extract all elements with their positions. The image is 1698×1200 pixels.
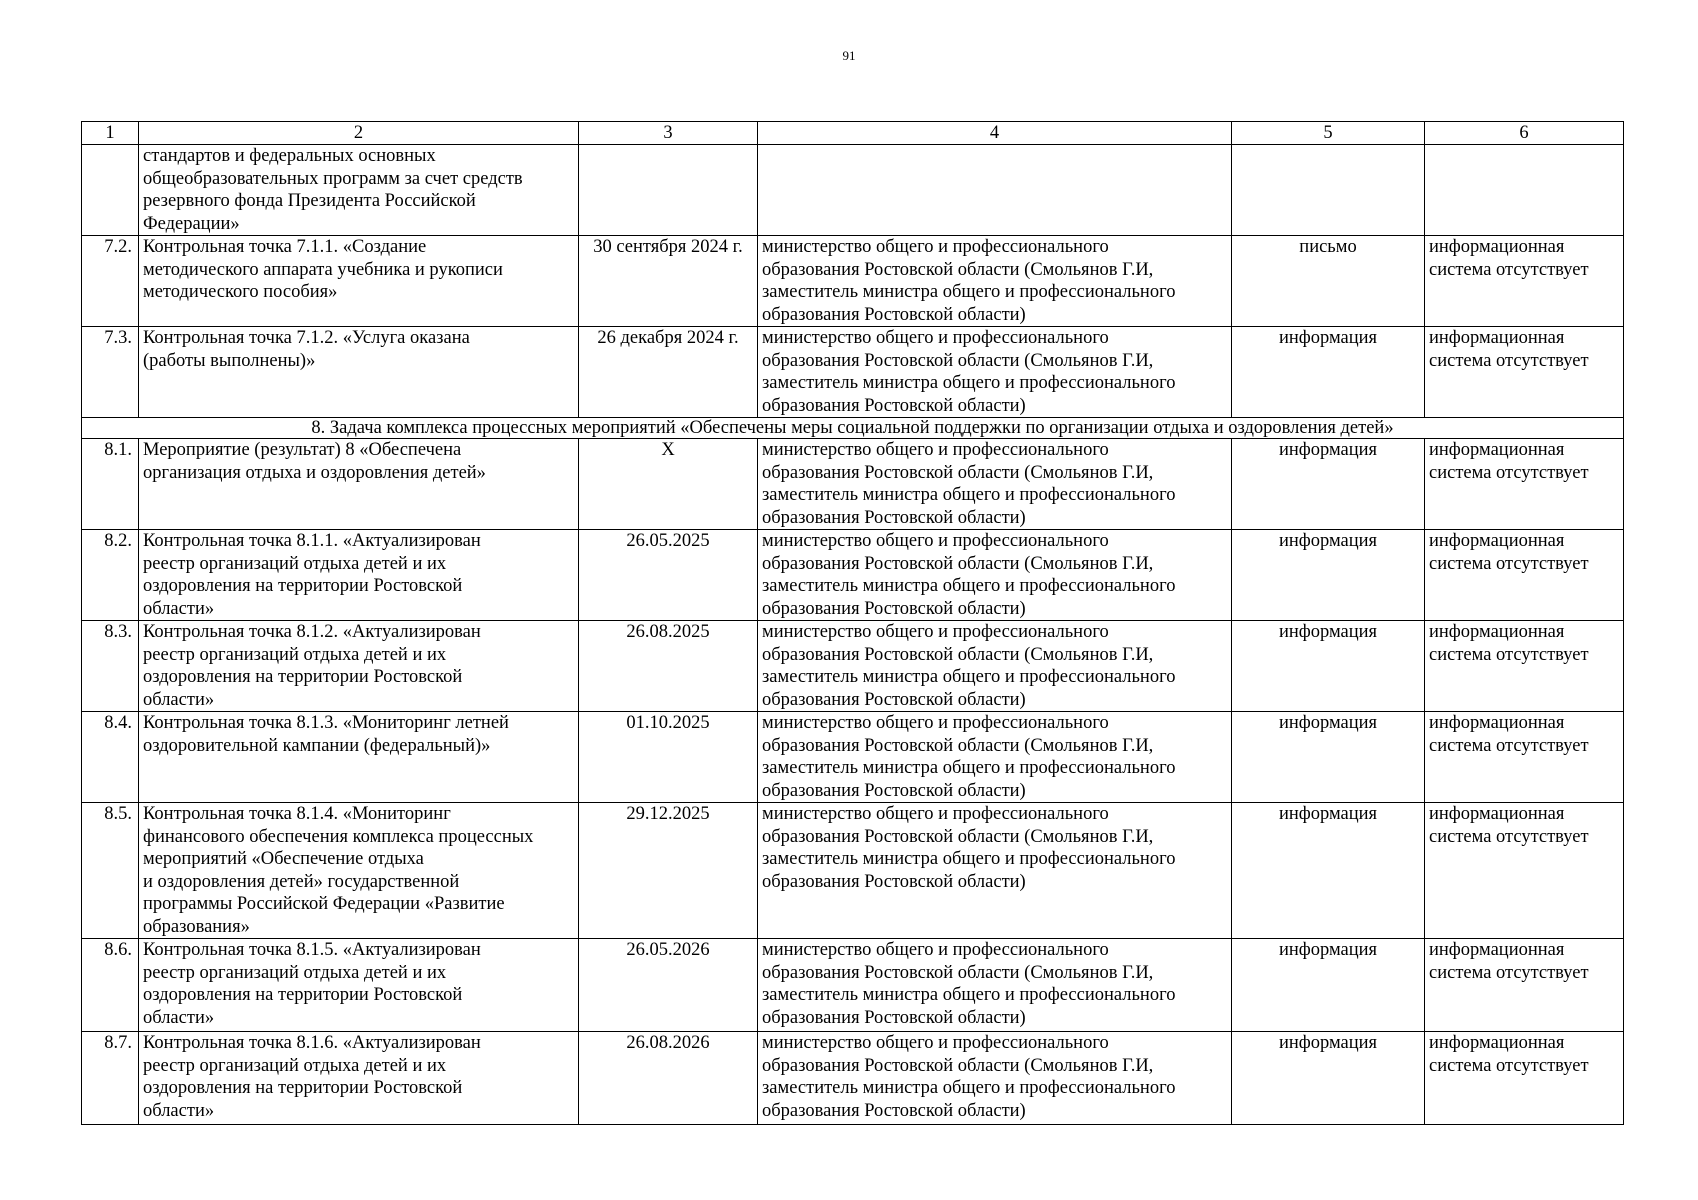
information-system-line: система отсутствует — [1429, 259, 1589, 280]
responsible-line: образования Ростовской области) — [762, 1100, 1026, 1121]
event-name-line: реестр организаций отдыха детей и их — [143, 553, 447, 574]
table-row — [82, 1032, 1624, 1125]
event-name-line: реестр организаций отдыха детей и их — [143, 1055, 447, 1076]
event-name — [139, 1032, 579, 1125]
responsible-line: заместитель министра общего и профессионального — [762, 758, 1176, 778]
row-number: 8.1. — [82, 439, 139, 530]
event-name — [139, 939, 579, 1032]
event-name-line: и оздоровления детей» государственной — [143, 871, 460, 892]
deadline: Х — [579, 439, 758, 530]
responsible-line: министерство общего и профессионального — [762, 328, 1109, 348]
event-name-line: стандартов и федеральных основных — [143, 146, 436, 166]
event-name-line: финансового обеспечения комплекса процессных — [143, 826, 534, 847]
information-system-line: информационная — [1429, 531, 1565, 551]
responsible-executor — [758, 327, 1232, 418]
responsible-line: министерство общего и профессионального — [762, 237, 1109, 257]
information-system-line: информационная — [1429, 622, 1565, 642]
information-system-line: система отсутствует — [1429, 1055, 1589, 1076]
event-name-line: Федерации» — [143, 213, 240, 234]
document-type: информация — [1232, 803, 1425, 939]
event-name-line: мероприятий «Обеспечение отдыха — [143, 849, 424, 869]
information-system-line: информационная — [1429, 804, 1565, 824]
event-name — [139, 145, 579, 236]
responsible-line: образования Ростовской области) — [762, 598, 1026, 619]
responsible-line: министерство общего и профессионального — [762, 804, 1109, 824]
table-row — [82, 145, 1624, 236]
column-number-row — [82, 122, 1624, 145]
responsible-line: министерство общего и профессионального — [762, 531, 1109, 551]
event-name-line: области» — [143, 1007, 215, 1028]
table-row — [82, 439, 1624, 530]
event-name-line: Контрольная точка 8.1.4. «Мониторинг — [143, 804, 451, 824]
event-name-line: Контрольная точка 8.1.3. «Мониторинг летней — [143, 713, 509, 733]
row-number: 8.6. — [82, 939, 139, 1032]
information-system — [1425, 1032, 1624, 1125]
responsible-line: заместитель министра общего и профессионального — [762, 485, 1176, 505]
information-system — [1425, 327, 1624, 418]
event-name-line: образования» — [143, 916, 250, 937]
event-name-line: оздоровительной кампании (федеральный)» — [143, 735, 491, 756]
event-name-line: области» — [143, 689, 215, 710]
information-system-line: система отсутствует — [1429, 350, 1589, 371]
responsible-line: заместитель министра общего и профессионального — [762, 667, 1176, 687]
information-system — [1425, 803, 1624, 939]
responsible-line: образования Ростовской области) — [762, 871, 1026, 892]
information-system — [1425, 939, 1624, 1032]
document-type: информация — [1232, 1032, 1425, 1125]
responsible-line: заместитель министра общего и профессионального — [762, 282, 1176, 302]
responsible-line: заместитель министра общего и профессионального — [762, 985, 1176, 1005]
responsible-line: образования Ростовской области (Смольянов Г.И, — [762, 350, 1154, 371]
information-system — [1425, 145, 1624, 236]
information-system-line: информационная — [1429, 328, 1565, 348]
table-row — [82, 236, 1624, 327]
responsible-executor — [758, 145, 1232, 236]
responsible-line: заместитель министра общего и профессионального — [762, 849, 1176, 869]
event-name — [139, 803, 579, 939]
deadline: 26 декабря 2024 г. — [579, 327, 758, 418]
column-number-3: 3 — [579, 122, 758, 145]
document-type: информация — [1232, 712, 1425, 803]
row-number: 8.7. — [82, 1032, 139, 1125]
event-name-line: оздоровления на территории Ростовской — [143, 1078, 463, 1098]
responsible-executor — [758, 1032, 1232, 1125]
event-name — [139, 712, 579, 803]
responsible-line: образования Ростовской области (Смольянов Г.И, — [762, 644, 1154, 665]
row-number: 8.3. — [82, 621, 139, 712]
document-type: информация — [1232, 939, 1425, 1032]
responsible-executor — [758, 712, 1232, 803]
information-system — [1425, 621, 1624, 712]
event-name-line: реестр организаций отдыха детей и их — [143, 962, 447, 983]
table-row — [82, 939, 1624, 1032]
document-type: информация — [1232, 327, 1425, 418]
deadline: 01.10.2025 — [579, 712, 758, 803]
event-name-line: реестр организаций отдыха детей и их — [143, 644, 447, 665]
responsible-line: образования Ростовской области) — [762, 304, 1026, 325]
document-type — [1232, 145, 1425, 236]
event-name-line: методического пособия» — [143, 282, 338, 302]
information-system — [1425, 530, 1624, 621]
table-row — [82, 712, 1624, 803]
column-number-1: 1 — [82, 122, 139, 145]
column-number-2: 2 — [139, 122, 579, 145]
page-number: 91 — [842, 48, 856, 63]
event-name-line: Мероприятие (результат) 8 «Обеспечена — [143, 440, 462, 460]
responsible-line: образования Ростовской области) — [762, 507, 1026, 528]
document-type: информация — [1232, 621, 1425, 712]
information-system-line: система отсутствует — [1429, 962, 1589, 983]
responsible-line: образования Ростовской области) — [762, 1007, 1026, 1028]
event-name-line: оздоровления на территории Ростовской — [143, 667, 463, 687]
responsible-line: образования Ростовской области) — [762, 689, 1026, 710]
event-name-line: общеобразовательных программ за счет средств — [143, 168, 523, 189]
responsible-executor — [758, 803, 1232, 939]
information-system-line: информационная — [1429, 237, 1565, 257]
responsible-line: образования Ростовской области) — [762, 780, 1026, 801]
responsible-line: заместитель министра общего и профессионального — [762, 1078, 1176, 1098]
responsible-line: образования Ростовской области (Смольянов Г.И, — [762, 735, 1154, 756]
event-name-line: Контрольная точка 8.1.1. «Актуализирован — [143, 531, 481, 551]
information-system-line: система отсутствует — [1429, 553, 1589, 574]
event-name-line: методического аппарата учебника и рукописи — [143, 259, 503, 280]
deadline: 29.12.2025 — [579, 803, 758, 939]
event-name-line: Контрольная точка 8.1.2. «Актуализирован — [143, 622, 481, 642]
information-system-line: информационная — [1429, 940, 1565, 960]
responsible-line: образования Ростовской области (Смольянов Г.И, — [762, 462, 1154, 483]
responsible-executor — [758, 439, 1232, 530]
event-name-line: резервного фонда Президента Российской — [143, 191, 476, 211]
responsible-line: заместитель министра общего и профессионального — [762, 373, 1176, 393]
event-name-line: области» — [143, 598, 215, 619]
section-header-row — [82, 418, 1624, 439]
row-number: 8.4. — [82, 712, 139, 803]
event-name — [139, 621, 579, 712]
responsible-executor — [758, 939, 1232, 1032]
information-system-line: система отсутствует — [1429, 644, 1589, 665]
table-row — [82, 803, 1624, 939]
event-name-line: программы Российской Федерации «Развитие — [143, 894, 505, 914]
event-name — [139, 236, 579, 327]
responsible-line: министерство общего и профессионального — [762, 1033, 1109, 1053]
event-name — [139, 327, 579, 418]
information-system — [1425, 712, 1624, 803]
information-system — [1425, 439, 1624, 530]
responsible-line: министерство общего и профессионального — [762, 713, 1109, 733]
responsible-line: образования Ростовской области (Смольянов Г.И, — [762, 1055, 1154, 1076]
responsible-line: образования Ростовской области) — [762, 395, 1026, 416]
deadline: 30 сентября 2024 г. — [579, 236, 758, 327]
document-type: письмо — [1232, 236, 1425, 327]
control-points-table — [81, 121, 1624, 1125]
document-type: информация — [1232, 530, 1425, 621]
responsible-executor — [758, 621, 1232, 712]
column-number-4: 4 — [758, 122, 1232, 145]
responsible-line: образования Ростовской области (Смольянов Г.И, — [762, 259, 1154, 280]
responsible-line: министерство общего и профессионального — [762, 940, 1109, 960]
document-type: информация — [1232, 439, 1425, 530]
event-name-line: оздоровления на территории Ростовской — [143, 985, 463, 1005]
column-number-5: 5 — [1232, 122, 1425, 145]
event-name-line: (работы выполнены)» — [143, 350, 316, 371]
responsible-executor — [758, 236, 1232, 327]
information-system-line: система отсутствует — [1429, 462, 1589, 483]
responsible-line: министерство общего и профессионального — [762, 440, 1109, 460]
information-system-line: информационная — [1429, 440, 1565, 460]
information-system-line: система отсутствует — [1429, 826, 1589, 847]
table-row — [82, 327, 1624, 418]
column-number-6: 6 — [1425, 122, 1624, 145]
event-name-line: оздоровления на территории Ростовской — [143, 576, 463, 596]
row-number: 7.2. — [82, 236, 139, 327]
event-name — [139, 439, 579, 530]
information-system-line: информационная — [1429, 1033, 1565, 1053]
row-number: 8.5. — [82, 803, 139, 939]
event-name-line: Контрольная точка 8.1.6. «Актуализирован — [143, 1033, 481, 1053]
table-row — [82, 621, 1624, 712]
deadline — [579, 145, 758, 236]
event-name-line: организация отдыха и оздоровления детей» — [143, 462, 486, 483]
section-title: 8. Задача комплекса процессных мероприятий «Обеспечены меры социальной поддержки по организации отдыха и оздоровления детей» — [82, 418, 1624, 439]
deadline: 26.08.2026 — [579, 1032, 758, 1125]
event-name-line: области» — [143, 1100, 215, 1121]
table-body — [82, 122, 1624, 1125]
deadline: 26.08.2025 — [579, 621, 758, 712]
event-name — [139, 530, 579, 621]
responsible-line: образования Ростовской области (Смольянов Г.И, — [762, 826, 1154, 847]
deadline: 26.05.2026 — [579, 939, 758, 1032]
row-number — [82, 145, 139, 236]
event-name-line: Контрольная точка 7.1.1. «Создание — [143, 237, 427, 257]
information-system-line: система отсутствует — [1429, 735, 1589, 756]
event-name-line: Контрольная точка 8.1.5. «Актуализирован — [143, 940, 481, 960]
responsible-line: министерство общего и профессионального — [762, 622, 1109, 642]
row-number: 7.3. — [82, 327, 139, 418]
responsible-line: образования Ростовской области (Смольянов Г.И, — [762, 553, 1154, 574]
event-name-line: Контрольная точка 7.1.2. «Услуга оказана — [143, 328, 470, 348]
responsible-line: заместитель министра общего и профессионального — [762, 576, 1176, 596]
table-row — [82, 530, 1624, 621]
deadline: 26.05.2025 — [579, 530, 758, 621]
responsible-executor — [758, 530, 1232, 621]
responsible-line: образования Ростовской области (Смольянов Г.И, — [762, 962, 1154, 983]
information-system-line: информационная — [1429, 713, 1565, 733]
row-number: 8.2. — [82, 530, 139, 621]
information-system — [1425, 236, 1624, 327]
